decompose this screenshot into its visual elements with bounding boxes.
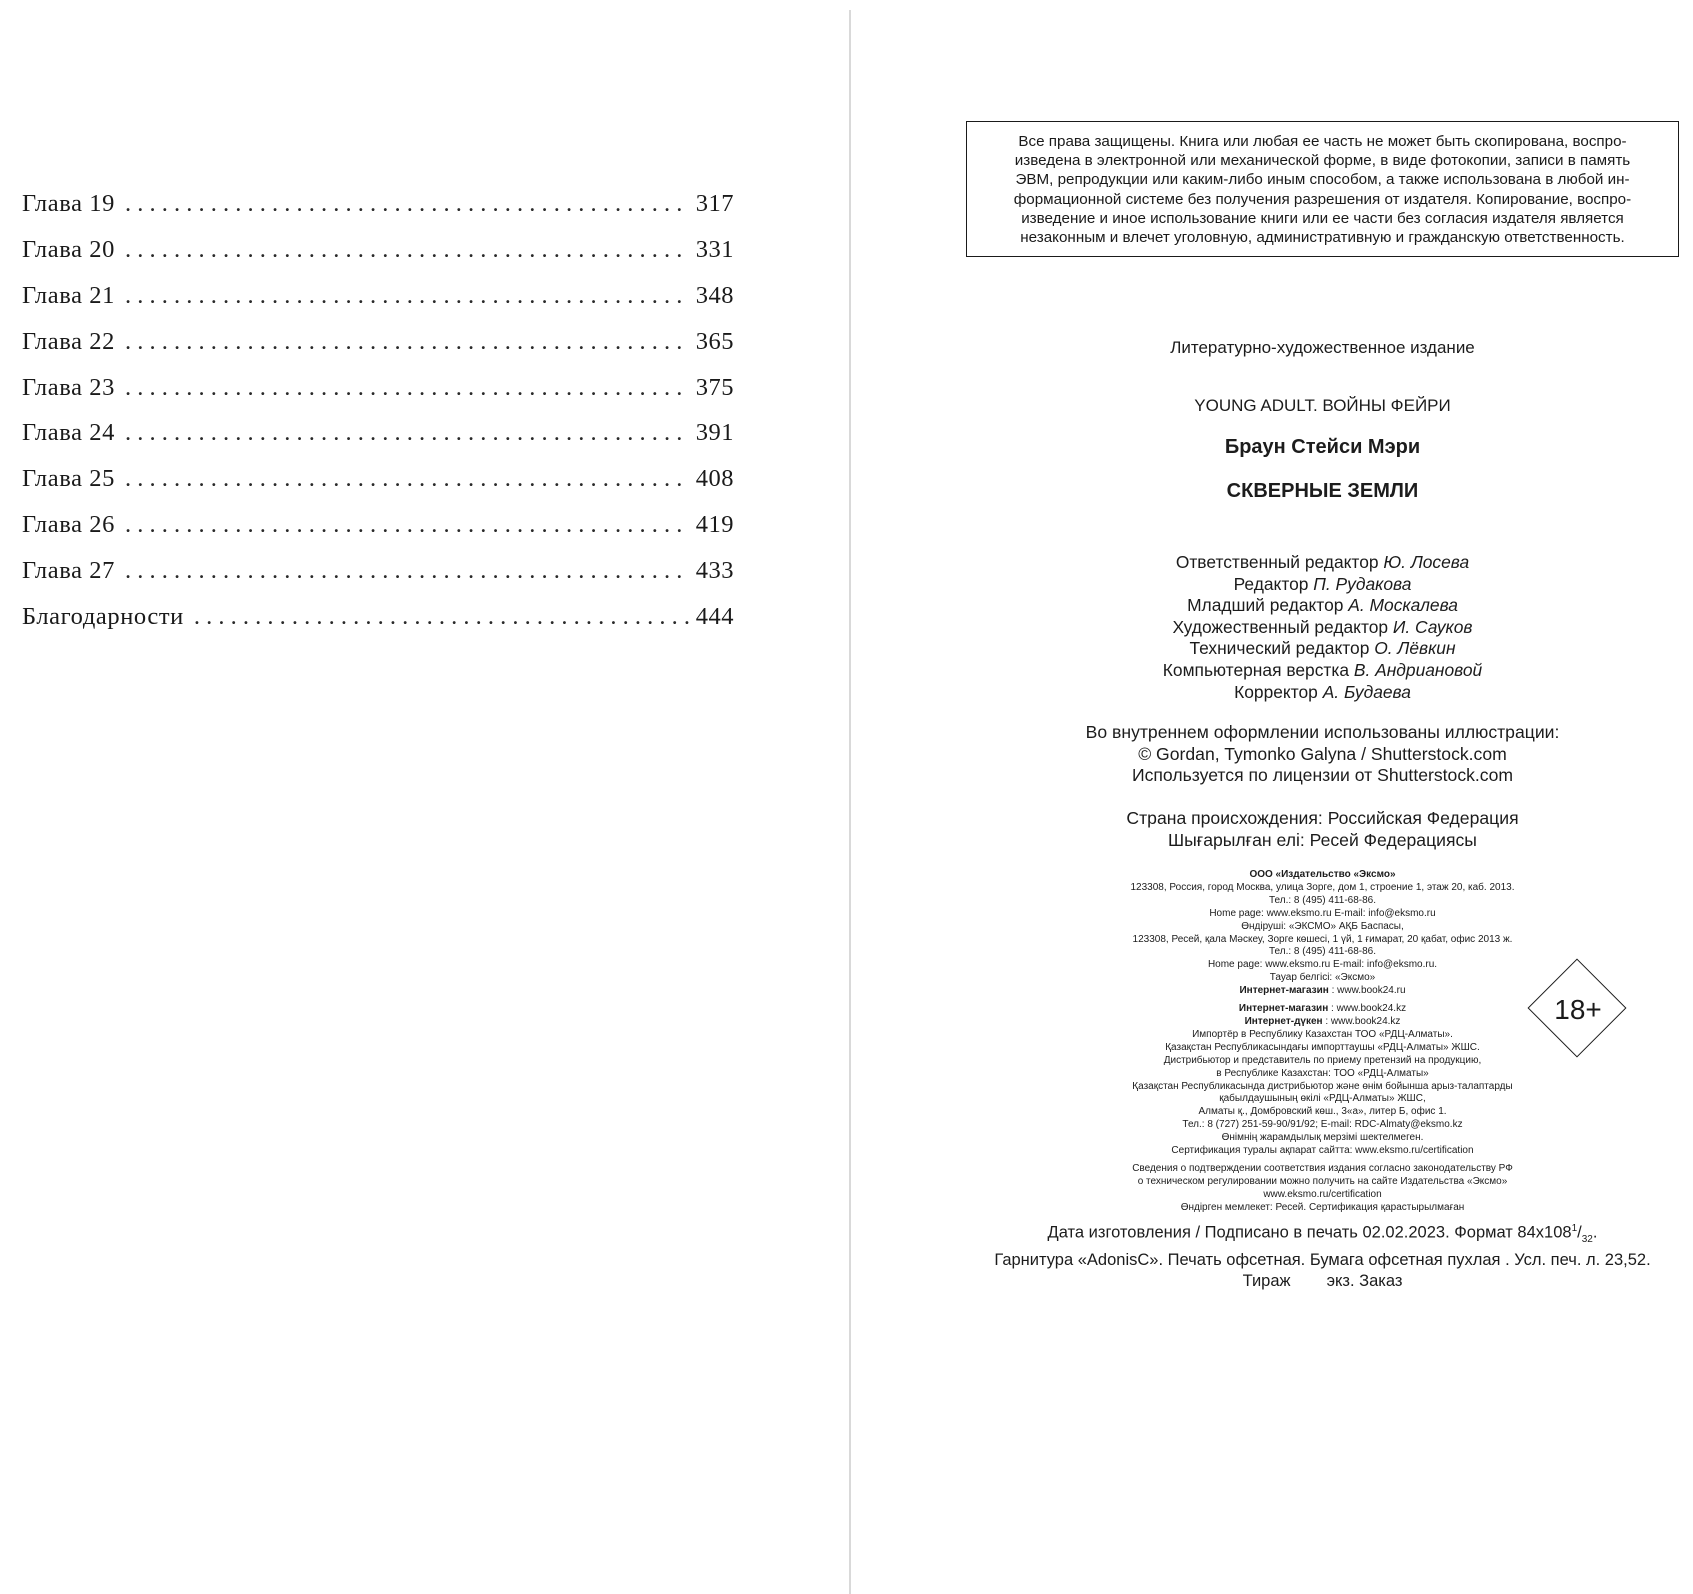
importer-line: Қазақстан Республикасында дистрибьютор және өнім бойынша арыз-талаптарды bbox=[1132, 1080, 1513, 1092]
toc-entry[interactable] bbox=[22, 557, 734, 603]
author-name: Браун Стейси Мэри bbox=[1224, 436, 1421, 458]
online-shop-kz: Интернет-магазин : www.book24.kz bbox=[1238, 1003, 1407, 1015]
age-rating-label: 18+ bbox=[1554, 994, 1602, 1025]
editorial-credits bbox=[966, 552, 1679, 703]
print-details bbox=[966, 1218, 1679, 1292]
toc-entry-page: 331 bbox=[695, 235, 734, 263]
country-of-origin bbox=[966, 808, 1679, 851]
publisher-company: ООО «Издательство «Эксмо» bbox=[1249, 869, 1396, 880]
toc-entry-label: Глава 22 bbox=[22, 327, 115, 355]
toc-entry-page: 348 bbox=[695, 281, 734, 309]
credit-line bbox=[966, 574, 1679, 596]
toc-entry[interactable] bbox=[22, 190, 734, 236]
credit-role: Редактор bbox=[1233, 573, 1309, 594]
toc-entry-page: 444 bbox=[695, 603, 734, 631]
credit-role: Художественный редактор bbox=[1172, 616, 1389, 637]
toc-leader-dots bbox=[125, 557, 690, 585]
toc-leader-dots bbox=[125, 236, 690, 264]
credit-line bbox=[966, 682, 1679, 704]
toc-leader-dots bbox=[125, 419, 690, 447]
toc-entry-page: 419 bbox=[695, 511, 734, 539]
credit-line bbox=[966, 638, 1679, 660]
publisher-web: Home page: www.eksmo.ru E-mail: info@eksmo.ru bbox=[1209, 907, 1436, 919]
toc-entry[interactable] bbox=[22, 374, 734, 420]
copyright-notice-box bbox=[966, 121, 1679, 257]
toc-entry-label: Благодарности bbox=[22, 603, 184, 631]
credit-line bbox=[966, 660, 1679, 682]
toc-entry[interactable] bbox=[22, 603, 734, 649]
address-kz: 123308, Ресей, қала Мәскеу, Зорге көшесі, 1 үй, 1 ғимарат, 20 қабат, офис 2013 ж. bbox=[1132, 933, 1513, 945]
toc-entry[interactable] bbox=[22, 511, 734, 557]
credit-line bbox=[966, 552, 1679, 574]
credit-role: Технический редактор bbox=[1189, 638, 1370, 659]
table-of-contents bbox=[22, 190, 734, 649]
copyright-notice-line: формационной системе без получения разрешения от издателя. Копирование, воспро- bbox=[1013, 190, 1632, 208]
credit-role: Ответственный редактор bbox=[1175, 552, 1379, 572]
print-date-format: Дата изготовления / Подписано в печать 02.02.2023. Формат $84x108^1/_{32}$. bbox=[1047, 1223, 1598, 1245]
toc-entry[interactable] bbox=[22, 465, 734, 511]
web-kz: Home page: www.eksmo.ru E-mail: info@eksmo.ru. bbox=[1207, 959, 1438, 971]
copyright-notice-line: ЭВМ, репродукции или каким-либо иным способом, а также использована в любой ин- bbox=[1015, 171, 1630, 189]
maker-kz: Өндіруші: «ЭКСМО» АҚБ Баспасы, bbox=[1241, 920, 1404, 932]
toc-entry-label: Глава 26 bbox=[22, 511, 115, 539]
credit-line bbox=[966, 595, 1679, 617]
importer-line: Тел.: 8 (727) 251-59-90/91/92; E-mail: RDC-Almaty@eksmo.kz bbox=[1182, 1119, 1463, 1131]
toc-entry-label: Глава 19 bbox=[22, 190, 115, 217]
copyright-notice-line: Все права защищены. Книга или любая ее часть не может быть скопирована, воспро- bbox=[1018, 133, 1627, 150]
series-name: YOUNG ADULT. ВОЙНЫ ФЕЙРИ bbox=[1194, 396, 1451, 415]
toc-leader-dots bbox=[125, 465, 690, 493]
credit-name: Ю. Лосева bbox=[1383, 552, 1470, 572]
credit-role: Компьютерная верстка bbox=[1162, 659, 1350, 680]
toc-leader-dots bbox=[125, 190, 690, 218]
credit-name: И. Сауков bbox=[1392, 616, 1473, 637]
toc-entry-page: 408 bbox=[695, 465, 734, 493]
toc-entry[interactable] bbox=[22, 328, 734, 374]
toc-leader-dots bbox=[125, 511, 690, 539]
certification-line: www.eksmo.ru/certification bbox=[1263, 1188, 1382, 1200]
importer-line: Қазақстан Республикасындағы импорттаушы «РДЦ-Алматы» ЖШС. bbox=[1165, 1041, 1480, 1053]
toc-entry[interactable] bbox=[22, 282, 734, 328]
credit-name: В. Андриановой bbox=[1353, 659, 1483, 680]
toc-entry-page: 317 bbox=[695, 190, 734, 217]
importer-line: қабылдаушының өкілі «РДЦ-Алматы» ЖШС, bbox=[1219, 1093, 1426, 1105]
illustrations-line: © Gordan, Tymonko Galyna / Shutterstock.com bbox=[1138, 743, 1507, 764]
toc-entry-label: Глава 24 bbox=[22, 419, 115, 447]
credit-name: А. Москалева bbox=[1348, 595, 1458, 616]
book-title: СКВЕРНЫЕ ЗЕМЛИ bbox=[1226, 480, 1419, 502]
toc-entry-page: 433 bbox=[695, 557, 734, 585]
toc-entry-label: Глава 23 bbox=[22, 373, 115, 401]
publisher-address: 123308, Россия, город Москва, улица Зорге, дом 1, строение 1, этаж 20, каб. 2013. bbox=[1130, 881, 1515, 893]
print-typeface-paper: Гарнитура «AdonisC». Печать офсетная. Бумага офсетная пухлая . Усл. печ. л. 23,52. bbox=[994, 1250, 1651, 1269]
toc-entry-page: 375 bbox=[695, 373, 734, 401]
origin-line: Страна происхождения: Российская Федерация bbox=[1126, 808, 1519, 828]
importer-line: в Республике Казахстан: ТОО «РДЦ-Алматы» bbox=[1216, 1067, 1429, 1079]
toc-entry-label: Глава 27 bbox=[22, 557, 115, 585]
toc-entry-label: Глава 20 bbox=[22, 235, 115, 263]
page-divider bbox=[849, 10, 851, 1594]
importer-line: Импортёр в Республику Казахстан ТОО «РДЦ-Алматы». bbox=[1192, 1028, 1453, 1040]
trademark: Тауар белгісі: «Эксмо» bbox=[1269, 972, 1376, 984]
toc-leader-dots bbox=[125, 328, 690, 356]
online-store-kz: Интернет-дүкен : www.book24.kz bbox=[1244, 1015, 1401, 1027]
literary-type: Литературно-художественное издание bbox=[1170, 338, 1475, 357]
certification-line: Өндірген мемлекет: Ресей. Сертификация қарастырылмаған bbox=[1180, 1201, 1465, 1213]
copyright-notice-line: изведение и иное использование книги или ее части без согласия издателя является bbox=[1021, 209, 1624, 227]
toc-leader-dots bbox=[194, 603, 690, 631]
certification-line: Сведения о подтверждении соответствия издания согласно законодательству РФ bbox=[1132, 1162, 1513, 1174]
illustrations-line: Используется по лицензии от Shutterstock.com bbox=[1131, 765, 1514, 786]
certification-line: о техническом регулировании можно получить на сайте Издательства «Эксмо» bbox=[1137, 1175, 1508, 1187]
toc-entry-label: Глава 25 bbox=[22, 465, 115, 493]
toc-entry[interactable] bbox=[22, 419, 734, 465]
copyright-notice-line: изведена в электронной или механической форме, в виде фотокопии, записи в память bbox=[1014, 152, 1631, 170]
importer-line: Сертификация туралы ақпарат сайтта: www.eksmo.ru/certification bbox=[1171, 1145, 1474, 1157]
toc-entry-page: 365 bbox=[695, 327, 734, 355]
phone-kz: Тел.: 8 (495) 411-68-86. bbox=[1268, 946, 1377, 958]
toc-leader-dots bbox=[125, 282, 690, 310]
credit-name: А. Будаева bbox=[1322, 681, 1411, 702]
importer-line: Дистрибьютор и представитель по приему претензий на продукцию, bbox=[1163, 1054, 1482, 1066]
credit-name: П. Рудакова bbox=[1313, 573, 1412, 594]
credit-role: Младший редактор bbox=[1187, 595, 1344, 616]
illustrations-credit bbox=[966, 722, 1679, 787]
toc-entry-page: 391 bbox=[695, 419, 734, 447]
importer-line: Өнімнің жарамдылық мерзімі шектелмеген. bbox=[1221, 1132, 1424, 1144]
toc-entry-label: Глава 21 bbox=[22, 281, 115, 309]
copyright-notice-line: незаконным и влечет уголовную, административную и гражданскую ответственность. bbox=[1020, 229, 1625, 247]
toc-leader-dots bbox=[125, 374, 690, 402]
toc-entry[interactable] bbox=[22, 236, 734, 282]
importer-line: Алматы қ., Домбровский көш., 3«а», литер Б, офис 1. bbox=[1198, 1106, 1447, 1118]
print-run-order: Тираж экз. Заказ bbox=[1242, 1271, 1403, 1290]
credit-name: О. Лёвкин bbox=[1374, 638, 1456, 659]
illustrations-line: Во внутреннем оформлении использованы иллюстрации: bbox=[1085, 722, 1560, 742]
online-shop-ru: Интернет-магазин : www.book24.ru bbox=[1239, 985, 1406, 997]
origin-line: Шығарылған елі: Ресей Федерациясы bbox=[1168, 829, 1477, 850]
publisher-phone: Тел.: 8 (495) 411-68-86. bbox=[1268, 894, 1377, 906]
credit-line bbox=[966, 617, 1679, 639]
credit-role: Корректор bbox=[1234, 681, 1318, 702]
